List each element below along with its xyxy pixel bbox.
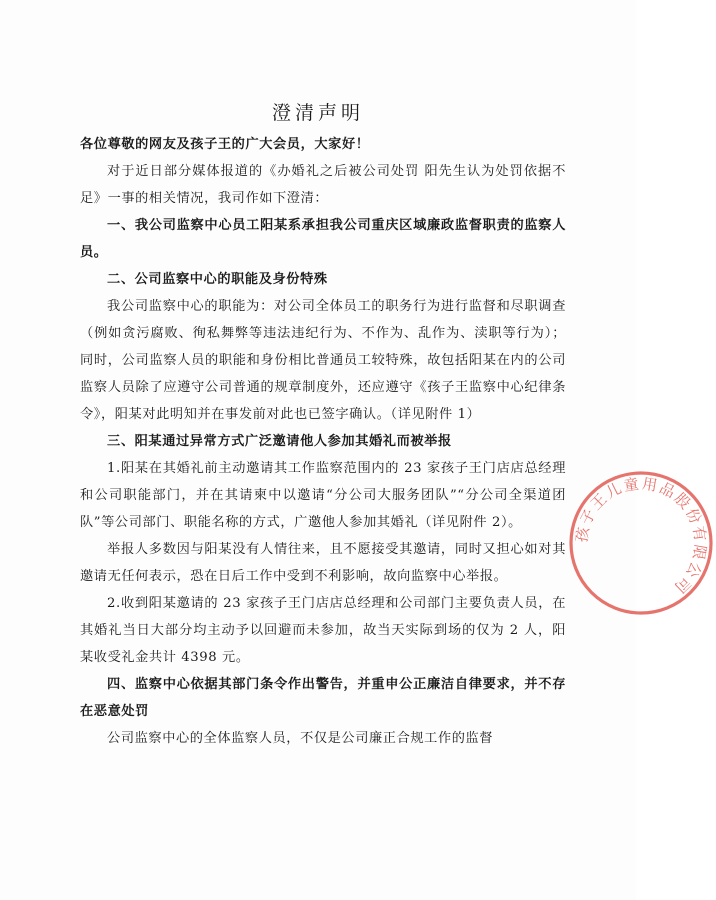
section-2-heading: 二、公司监察中心的职能及身份特殊 [107, 272, 328, 287]
company-seal-stamp [566, 468, 716, 618]
section-4-heading: 四、监察中心依据其部门条令作出警告，并重申公正廉洁自律要求，并不存在恶意处罚 [80, 677, 566, 719]
salutation: 各位尊敬的网友及孩子王的广大会员，大家好！ [80, 137, 370, 152]
section-2-paragraph-1: 我公司监察中心的职能为：对公司全体员工的职务行为进行监督和尽职调查（例如贪污腐败、徇私舞弊等违法违纪行为、不作为、乱作为、渎职等行为）；同时，公司监察人员的职能和身份相比普通员工较特殊，故包括阳某在内的公司监察人员除了应遵守公司普通的规章制度外，还应遵守《孩子王监察中心纪律条令》，阳某对此明知并在事发前对此也已签字确认。（详见附件 1） [80, 299, 566, 422]
section-4-paragraph-1: 公司监察中心的全体监察人员，不仅是公司廉正合规工作的监督 [107, 731, 494, 746]
section-3-heading: 三、阳某通过异常方式广泛邀请他人参加其婚礼而被举报 [107, 434, 452, 449]
document-body [80, 131, 566, 752]
section-3-paragraph-2: 举报人多数因与阳某没有人情往来，且不愿接受其邀请，同时又担心如对其邀请无任何表示，恐在日后工作中受到不利影响，故向监察中心举报。 [80, 542, 566, 584]
section-3-paragraph-3: 2.收到阳某邀请的 23 家孩子王门店店总经理和公司部门主要负责人员，在其婚礼当日大部分均主动予以回避而未参加，故当天实际到场的仅为 2 人，阳某收受礼金共计 4398 元。 [80, 596, 566, 665]
intro-paragraph: 对于近日部分媒体报道的《办婚礼之后被公司处罚 阳先生认为处罚依据不足》一事的相关情况，我司作如下澄清： [80, 164, 566, 206]
document-title: 澄清声明 [271, 102, 364, 124]
section-3-paragraph-1: 1.阳某在其婚礼前主动邀请其工作监察范围内的 23 家孩子王门店店总经理和公司职能部门，并在其请柬中以邀请“分公司大服务团队”“分公司全渠道团队”等公司部门、职能名称的方式，广邀他人参加其婚礼（详见附件 2）。 [80, 461, 566, 530]
svg-text:孩子王儿童用品股份有限公司: 孩子王儿童用品股份有限公司 [572, 474, 710, 598]
section-1-heading: 一、我公司监察中心员工阳某系承担我公司重庆区域廉政监督职责的监察人员。 [80, 218, 566, 260]
